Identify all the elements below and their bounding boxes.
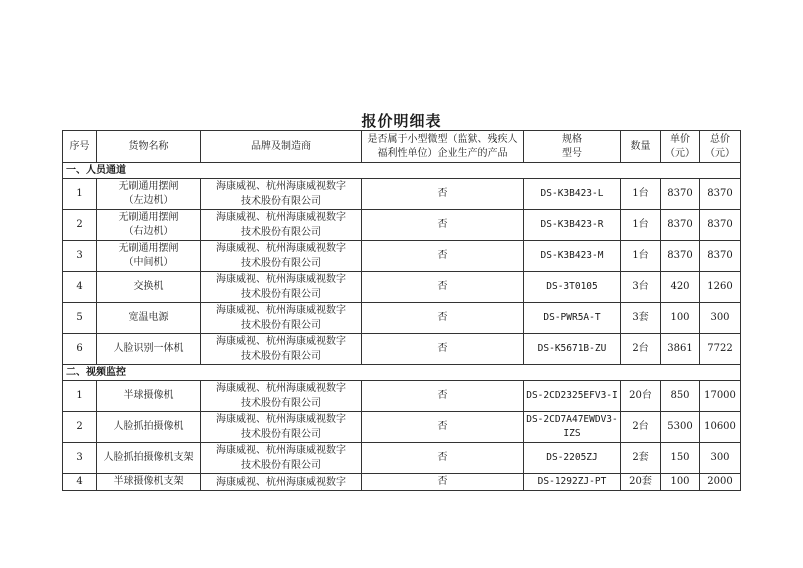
goods-name-line1: 交换机	[133, 281, 164, 292]
cell-seq: 3	[63, 241, 97, 272]
table-row	[63, 334, 741, 365]
header-total-line1: 总价	[710, 133, 730, 145]
brand-line1: 海康威视、杭州海康威视数字	[216, 414, 346, 425]
section-row	[63, 365, 741, 381]
cell-unit-price: 3861	[661, 334, 700, 365]
cell-model: DS-K3B423-R	[524, 210, 621, 241]
cell-unit-price: 5300	[661, 412, 700, 443]
cell-brand	[201, 443, 362, 474]
cell-sme: 否	[362, 443, 524, 474]
header-spec-line1: 规格	[562, 133, 582, 145]
cell-goods-name	[97, 443, 201, 474]
header-total	[700, 131, 741, 163]
cell-seq: 2	[63, 412, 97, 443]
header-brand: 品牌及制造商	[201, 131, 362, 163]
cell-qty: 1台	[621, 210, 661, 241]
goods-name-line1: 人脸识别一体机	[113, 343, 184, 354]
header-spec-line2: 型号	[562, 147, 582, 159]
cell-goods-name	[97, 412, 201, 443]
cell-unit-price: 100	[661, 474, 700, 491]
brand-line2: 技术股份有限公司	[241, 320, 321, 331]
cell-qty: 3台	[621, 272, 661, 303]
cell-qty: 1台	[621, 241, 661, 272]
cell-total: 300	[700, 303, 741, 334]
goods-name-line2: （中间机）	[123, 257, 174, 268]
cell-model: DS-K3B423-L	[524, 179, 621, 210]
header-unit-price-line1: 单价	[670, 133, 690, 145]
cell-qty: 2台	[621, 334, 661, 365]
cell-brand	[201, 272, 362, 303]
page-title: 报价明细表	[361, 112, 442, 130]
goods-name-line2: （左边机）	[123, 195, 174, 206]
cell-unit-price: 150	[661, 443, 700, 474]
cell-total: 7722	[700, 334, 741, 365]
cell-seq: 6	[63, 334, 97, 365]
cell-seq: 1	[63, 381, 97, 412]
header-seq: 序号	[63, 131, 97, 163]
cell-sme: 否	[362, 272, 524, 303]
goods-name-line1: 人脸抓拍摄像机	[113, 421, 184, 432]
cell-total: 8370	[700, 210, 741, 241]
table-row	[63, 179, 741, 210]
table-row	[63, 241, 741, 272]
cell-goods-name	[97, 179, 201, 210]
header-sme: 是否属于小型微型（监狱、残疾人福利性单位）企业生产的产品	[362, 131, 524, 163]
cell-sme: 否	[362, 179, 524, 210]
brand-line1: 海康威视、杭州海康威视数字	[216, 305, 346, 316]
cell-total: 300	[700, 443, 741, 474]
cell-goods-name	[97, 474, 201, 491]
cell-qty: 2套	[621, 443, 661, 474]
goods-name-line1: 无刷通用摆闸	[118, 181, 179, 192]
cell-seq: 1	[63, 179, 97, 210]
quote-table	[62, 130, 741, 491]
brand-line1: 海康威视、杭州海康威视数字	[216, 274, 346, 285]
cell-goods-name	[97, 334, 201, 365]
cell-brand	[201, 241, 362, 272]
cell-seq: 4	[63, 272, 97, 303]
header-unit-price-line2: （元）	[665, 147, 695, 159]
cell-model: DS-1292ZJ-PT	[524, 474, 621, 491]
header-row	[63, 131, 741, 163]
brand-line2: 技术股份有限公司	[241, 460, 321, 471]
cell-qty: 2台	[621, 412, 661, 443]
goods-name-line1: 宽温电源	[128, 312, 169, 323]
cell-model: DS-2CD2325EFV3-I	[524, 381, 621, 412]
cell-unit-price: 8370	[661, 241, 700, 272]
brand-line2: 技术股份有限公司	[241, 429, 321, 440]
header-goods: 货物名称	[97, 131, 201, 163]
goods-name-line1: 无刷通用摆闸	[118, 212, 179, 223]
cell-brand	[201, 179, 362, 210]
cell-seq: 2	[63, 210, 97, 241]
brand-line2: 技术股份有限公司	[241, 196, 321, 207]
cell-unit-price: 8370	[661, 179, 700, 210]
table-row	[63, 303, 741, 334]
section-title: 一、人员通道	[63, 163, 741, 179]
cell-model: DS-PWR5A-T	[524, 303, 621, 334]
cell-seq: 4	[63, 474, 97, 491]
table-row	[63, 381, 741, 412]
header-total-line2: （元）	[705, 147, 735, 159]
brand-line2: 技术股份有限公司	[241, 289, 321, 300]
cell-total: 2000	[700, 474, 741, 491]
cell-total: 17000	[700, 381, 741, 412]
cell-sme: 否	[362, 241, 524, 272]
goods-name-line1: 半球摄像机支架	[113, 476, 184, 487]
table-row	[63, 412, 741, 443]
cell-sme: 否	[362, 334, 524, 365]
cell-sme: 否	[362, 412, 524, 443]
cell-goods-name	[97, 272, 201, 303]
cell-qty: 3套	[621, 303, 661, 334]
table-row	[63, 474, 741, 491]
cell-model: DS-K5671B-ZU	[524, 334, 621, 365]
cell-goods-name	[97, 381, 201, 412]
brand-line1: 海康威视、杭州海康威视数字	[216, 181, 346, 192]
brand-line1: 海康威视、杭州海康威视数字	[216, 243, 346, 254]
goods-name-line2: （右边机）	[123, 226, 174, 237]
goods-name-line1: 无刷通用摆闸	[118, 243, 179, 254]
brand-line1: 海康威视、杭州海康威视数字	[216, 476, 346, 488]
cell-brand	[201, 474, 362, 491]
cell-qty: 1台	[621, 179, 661, 210]
cell-model: DS-2205ZJ	[524, 443, 621, 474]
cell-brand	[201, 381, 362, 412]
cell-model: DS-K3B423-M	[524, 241, 621, 272]
brand-line2: 技术股份有限公司	[241, 351, 321, 362]
table-row	[63, 210, 741, 241]
cell-brand	[201, 412, 362, 443]
header-unit-price	[661, 131, 700, 163]
cell-sme: 否	[362, 474, 524, 491]
cell-unit-price: 100	[661, 303, 700, 334]
cell-total: 8370	[700, 179, 741, 210]
brand-line2: 技术股份有限公司	[241, 258, 321, 269]
cell-brand	[201, 334, 362, 365]
goods-name-line1: 人脸抓拍摄像机支架	[103, 452, 194, 463]
cell-total: 8370	[700, 241, 741, 272]
brand-line2: 技术股份有限公司	[241, 398, 321, 409]
cell-sme: 否	[362, 381, 524, 412]
cell-goods-name	[97, 303, 201, 334]
cell-unit-price: 420	[661, 272, 700, 303]
cell-brand	[201, 210, 362, 241]
cell-unit-price: 850	[661, 381, 700, 412]
brand-line1: 海康威视、杭州海康威视数字	[216, 212, 346, 223]
cell-total: 1260	[700, 272, 741, 303]
section-title: 二、视频监控	[63, 365, 741, 381]
cell-unit-price: 8370	[661, 210, 700, 241]
cell-brand	[201, 303, 362, 334]
brand-line1: 海康威视、杭州海康威视数字	[216, 445, 346, 456]
section-row	[63, 163, 741, 179]
cell-total: 10600	[700, 412, 741, 443]
cell-model: DS-2CD7A47EWDV3-IZS	[524, 412, 621, 443]
cell-qty: 20台	[621, 381, 661, 412]
cell-sme: 否	[362, 210, 524, 241]
header-qty: 数量	[621, 131, 661, 163]
cell-sme: 否	[362, 303, 524, 334]
table-body	[63, 163, 741, 491]
cell-goods-name	[97, 210, 201, 241]
brand-line1: 海康威视、杭州海康威视数字	[216, 383, 346, 394]
cell-seq: 3	[63, 443, 97, 474]
cell-qty: 20套	[621, 474, 661, 491]
goods-name-line1: 半球摄像机	[123, 390, 174, 401]
header-spec	[524, 131, 621, 163]
table-row	[63, 443, 741, 474]
cell-model: DS-3T0105	[524, 272, 621, 303]
brand-line2: 技术股份有限公司	[241, 227, 321, 238]
cell-goods-name	[97, 241, 201, 272]
brand-line1: 海康威视、杭州海康威视数字	[216, 336, 346, 347]
cell-seq: 5	[63, 303, 97, 334]
table-row	[63, 272, 741, 303]
